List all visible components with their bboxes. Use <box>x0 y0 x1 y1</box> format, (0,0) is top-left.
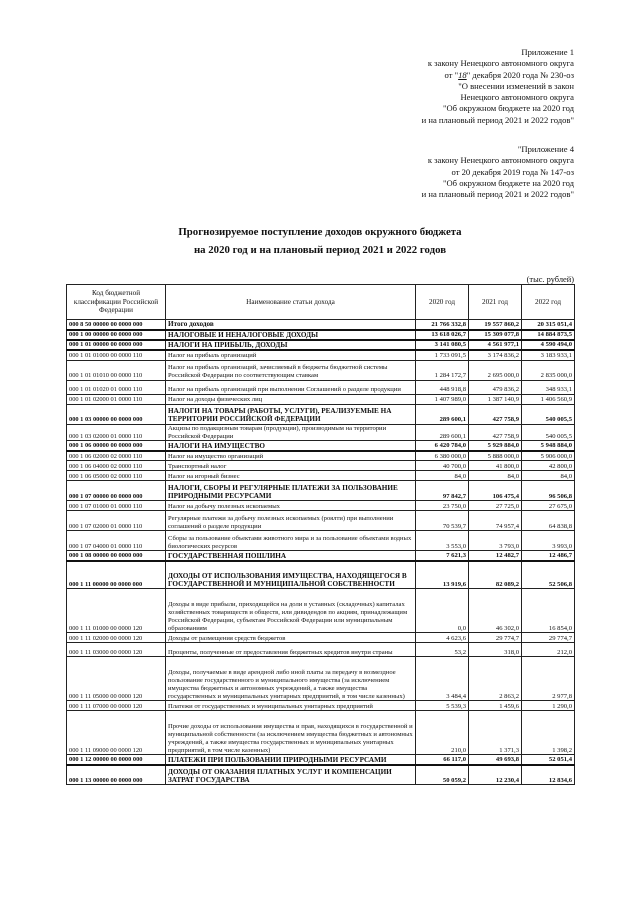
row-value-2022: 96 506,8 <box>522 481 575 501</box>
row-code: 000 1 11 09000 00 0000 120 <box>67 711 166 755</box>
table-row <box>67 461 575 471</box>
annex-1-line-2: к закону Ненецкого автономного округа <box>427 58 574 69</box>
row-value-2020: 70 539,7 <box>416 511 469 531</box>
row-code: 000 1 11 02000 00 0000 120 <box>67 633 166 643</box>
annex-1-line-7: и на плановый период 2021 и 2022 годов" <box>421 114 574 125</box>
row-code: 000 1 11 00000 00 0000 000 <box>67 561 166 589</box>
row-name: НАЛОГИ, СБОРЫ И РЕГУЛЯРНЫЕ ПЛАТЕЖИ ЗА ПОЛЬЗОВАНИЕ ПРИРОДНЫМИ РЕСУРСАМИ <box>166 481 416 501</box>
row-code: 000 8 50 00000 00 0000 000 <box>67 320 166 330</box>
row-name: НАЛОГИ НА ТОВАРЫ (РАБОТЫ, УСЛУГИ), РЕАЛИЗУЕМЫЕ НА ТЕРРИТОРИИ РОССИЙСКОЙ ФЕДЕРАЦИИ <box>166 404 416 424</box>
row-value-2020: 3 553,0 <box>416 531 469 551</box>
row-value-2022: 2 977,8 <box>522 657 575 701</box>
revenue-table <box>66 284 575 785</box>
annex-1-line-6: "Об окружном бюджете на 2020 год <box>442 103 574 114</box>
annex-1-header <box>422 47 574 126</box>
row-code: 000 1 03 00000 00 0000 000 <box>67 404 166 424</box>
row-name: Налог на прибыль организаций <box>166 350 416 360</box>
row-value-2020: 13 919,6 <box>416 561 469 589</box>
row-code: 000 1 03 02000 01 0000 110 <box>67 424 166 441</box>
row-value-2022: 1 290,0 <box>522 701 575 711</box>
annex-4-header <box>422 144 574 200</box>
row-value-2021: 19 557 860,2 <box>469 320 522 330</box>
row-code: 000 1 08 00000 00 0000 000 <box>67 551 166 561</box>
row-code: 000 1 07 01000 01 0000 110 <box>67 501 166 511</box>
annex-1-day: 18 <box>458 69 467 80</box>
row-value-2021: 318,0 <box>469 643 522 657</box>
row-name: ДОХОДЫ ОТ ОКАЗАНИЯ ПЛАТНЫХ УСЛУГ И КОМПЕНСАЦИИ ЗАТРАТ ГОСУДАРСТВА <box>166 765 416 785</box>
table-row <box>67 561 575 589</box>
row-code: 000 1 11 05000 00 0000 120 <box>67 657 166 701</box>
row-name: Налог на добычу полезных ископаемых <box>166 501 416 511</box>
row-value-2020: 6 380 000,0 <box>416 451 469 461</box>
row-name: Прочие доходы от использования имущества и прав, находящихся в государственной и муниципальной собственности (за исключением имущества бюджетных и автономных учреждений, а также имущества государственных и муниципальных унитарных предприятий, в том числе казенных) <box>166 711 416 755</box>
row-value-2020: 3 484,4 <box>416 657 469 701</box>
table-row <box>67 551 575 561</box>
row-value-2022: 540 005,5 <box>522 424 575 441</box>
row-code: 000 1 11 01000 00 0000 120 <box>67 589 166 633</box>
row-value-2021: 12 482,7 <box>469 551 522 561</box>
row-code: 000 1 06 04000 02 0000 110 <box>67 461 166 471</box>
table-row <box>67 511 575 531</box>
row-name: Сборы за пользование объектами животного мира и за пользование объектами водных биологических ресурсов <box>166 531 416 551</box>
row-value-2022: 3 183 933,1 <box>522 350 575 360</box>
row-value-2022: 5 906 000,0 <box>522 451 575 461</box>
row-value-2022: 84,0 <box>522 471 575 481</box>
row-value-2021: 427 758,9 <box>469 424 522 441</box>
row-value-2020: 210,0 <box>416 711 469 755</box>
row-name: Платежи от государственных и муниципальных унитарных предприятий <box>166 701 416 711</box>
table-row <box>67 589 575 633</box>
row-value-2022: 1 406 560,9 <box>522 394 575 404</box>
row-value-2022: 540 005,5 <box>522 404 575 424</box>
row-value-2021: 15 309 077,8 <box>469 330 522 340</box>
row-value-2020: 0,0 <box>416 589 469 633</box>
table-row <box>67 394 575 404</box>
row-code: 000 1 06 02000 02 0000 110 <box>67 451 166 461</box>
header-2022: 2022 год <box>522 285 575 320</box>
row-code: 000 1 12 00000 00 0000 000 <box>67 755 166 765</box>
row-name: Налог на прибыль организаций при выполнении Соглашений о разделе продукции <box>166 380 416 394</box>
row-value-2020: 448 918,8 <box>416 380 469 394</box>
row-value-2021: 3 174 836,2 <box>469 350 522 360</box>
document-title-line-2: на 2020 год и на плановый период 2021 и 2022 годов <box>193 244 447 256</box>
row-code: 000 1 01 01020 01 0000 110 <box>67 380 166 394</box>
header-name: Наименование статьи дохода <box>166 285 416 320</box>
header-code: Код бюджетной классификации Российской Федерации <box>67 285 166 320</box>
row-value-2021: 1 459,6 <box>469 701 522 711</box>
row-value-2021: 49 693,8 <box>469 755 522 765</box>
table-row <box>67 404 575 424</box>
row-value-2021: 27 725,0 <box>469 501 522 511</box>
row-name: Проценты, полученные от предоставления бюджетных кредитов внутри страны <box>166 643 416 657</box>
table-row <box>67 633 575 643</box>
table-row <box>67 643 575 657</box>
row-value-2022: 42 800,0 <box>522 461 575 471</box>
row-value-2020: 5 539,3 <box>416 701 469 711</box>
document-title-line-1: Прогнозируемое поступление доходов окружного бюджета <box>178 226 462 238</box>
row-name: ГОСУДАРСТВЕННАЯ ПОШЛИНА <box>166 551 416 561</box>
table-row <box>67 451 575 461</box>
row-value-2022: 14 884 873,5 <box>522 330 575 340</box>
row-value-2021: 2 863,2 <box>469 657 522 701</box>
table-row <box>67 330 575 340</box>
row-value-2022: 29 774,7 <box>522 633 575 643</box>
row-code: 000 1 07 02000 01 0000 110 <box>67 511 166 531</box>
row-value-2022: 52 051,4 <box>522 755 575 765</box>
row-value-2020: 23 750,0 <box>416 501 469 511</box>
row-value-2022: 3 993,0 <box>522 531 575 551</box>
table-row <box>67 711 575 755</box>
table-row <box>67 755 575 765</box>
table-row <box>67 320 575 330</box>
row-value-2020: 84,0 <box>416 471 469 481</box>
row-name: Налог на прибыль организаций, зачисляемый в бюджеты бюджетной системы Российской Федерации по соответствующим ставкам <box>166 360 416 380</box>
annex-4-line-2: к закону Ненецкого автономного округа <box>427 155 574 166</box>
row-value-2022: 2 835 000,0 <box>522 360 575 380</box>
table-row <box>67 657 575 701</box>
row-name: Регулярные платежи за добычу полезных ископаемых (роялти) при выполнении соглашений о разделе продукции <box>166 511 416 531</box>
row-value-2020: 1 733 091,5 <box>416 350 469 360</box>
row-code: 000 1 01 00000 00 0000 000 <box>67 340 166 350</box>
row-value-2021: 479 836,2 <box>469 380 522 394</box>
row-value-2021: 3 793,0 <box>469 531 522 551</box>
row-name: НАЛОГОВЫЕ И НЕНАЛОГОВЫЕ ДОХОДЫ <box>166 330 416 340</box>
row-name: НАЛОГИ НА ИМУЩЕСТВО <box>166 441 416 451</box>
annex-1-line-3: от "18" декабря 2020 года № 230-оз <box>444 69 574 80</box>
row-name: Транспортный налог <box>166 461 416 471</box>
row-value-2022: 1 398,2 <box>522 711 575 755</box>
row-value-2021: 5 888 000,0 <box>469 451 522 461</box>
table-row <box>67 340 575 350</box>
row-name: Налог на имущество организаций <box>166 451 416 461</box>
row-code: 000 1 11 07000 00 0000 120 <box>67 701 166 711</box>
row-value-2022: 12 834,6 <box>522 765 575 785</box>
row-code: 000 1 01 02000 01 0000 110 <box>67 394 166 404</box>
row-name: Акцизы по подакцизным товарам (продукции), производимым на территории Российской Федерации <box>166 424 416 441</box>
table-row <box>67 424 575 441</box>
row-code: 000 1 06 00000 00 0000 000 <box>67 441 166 451</box>
row-value-2021: 74 957,4 <box>469 511 522 531</box>
row-value-2022: 20 315 051,4 <box>522 320 575 330</box>
row-value-2020: 6 420 784,0 <box>416 441 469 451</box>
row-value-2020: 50 059,2 <box>416 765 469 785</box>
row-value-2021: 1 387 140,9 <box>469 394 522 404</box>
row-value-2022: 27 675,0 <box>522 501 575 511</box>
row-value-2022: 16 854,0 <box>522 589 575 633</box>
row-value-2021: 12 230,4 <box>469 765 522 785</box>
row-value-2022: 348 933,1 <box>522 380 575 394</box>
table-row <box>67 360 575 380</box>
row-value-2020: 3 141 080,5 <box>416 340 469 350</box>
row-name: НАЛОГИ НА ПРИБЫЛЬ, ДОХОДЫ <box>166 340 416 350</box>
row-value-2022: 52 506,8 <box>522 561 575 589</box>
row-value-2022: 4 590 494,0 <box>522 340 575 350</box>
table-row <box>67 701 575 711</box>
row-code: 000 1 13 00000 00 0000 000 <box>67 765 166 785</box>
table-row <box>67 471 575 481</box>
row-name: ДОХОДЫ ОТ ИСПОЛЬЗОВАНИЯ ИМУЩЕСТВА, НАХОДЯЩЕГОСЯ В ГОСУДАРСТВЕННОЙ И МУНИЦИПАЛЬНОЙ СОБСТВЕННОСТИ <box>166 561 416 589</box>
annex-4-line-1: "Приложение 4 <box>517 144 574 154</box>
row-value-2021: 5 929 884,0 <box>469 441 522 451</box>
annex-4-line-3: от 20 декабря 2019 года № 147-оз <box>451 166 574 177</box>
row-value-2021: 29 774,7 <box>469 633 522 643</box>
row-value-2021: 2 695 000,0 <box>469 360 522 380</box>
row-name: Доходы от размещения средств бюджетов <box>166 633 416 643</box>
row-code: 000 1 01 01010 00 0000 110 <box>67 360 166 380</box>
table-row <box>67 441 575 451</box>
row-value-2021: 84,0 <box>469 471 522 481</box>
table-header-row <box>67 285 575 320</box>
row-code: 000 1 11 03000 00 0000 120 <box>67 643 166 657</box>
table-row <box>67 380 575 394</box>
row-name: Налог на игорный бизнес <box>166 471 416 481</box>
row-value-2022: 12 486,7 <box>522 551 575 561</box>
header-2021: 2021 год <box>469 285 522 320</box>
row-value-2020: 13 618 026,7 <box>416 330 469 340</box>
row-value-2020: 1 284 172,7 <box>416 360 469 380</box>
row-value-2021: 106 475,4 <box>469 481 522 501</box>
row-value-2022: 5 948 884,0 <box>522 441 575 451</box>
row-value-2020: 21 766 332,8 <box>416 320 469 330</box>
row-value-2020: 53,2 <box>416 643 469 657</box>
header-2020: 2020 год <box>416 285 469 320</box>
annex-1-line-1: Приложение 1 <box>521 47 574 57</box>
row-value-2020: 1 407 989,0 <box>416 394 469 404</box>
row-value-2020: 40 700,0 <box>416 461 469 471</box>
table-row <box>67 501 575 511</box>
row-name: Доходы в виде прибыли, приходящейся на доли в уставных (складочных) капиталах хозяйственных товариществ и обществ, или дивидендов по акциям, принадлежащим Российской Федерации, субъектам Российской Федерации или муниципальным образованиям <box>166 589 416 633</box>
row-code: 000 1 00 00000 00 0000 000 <box>67 330 166 340</box>
row-value-2020: 7 621,3 <box>416 551 469 561</box>
row-code: 000 1 01 01000 00 0000 110 <box>67 350 166 360</box>
row-name: Налог на доходы физических лиц <box>166 394 416 404</box>
row-value-2020: 66 117,0 <box>416 755 469 765</box>
annex-4-line-4: "Об окружном бюджете на 2020 год <box>442 177 574 188</box>
row-value-2022: 64 838,8 <box>522 511 575 531</box>
row-code: 000 1 06 05000 02 0000 110 <box>67 471 166 481</box>
row-name: ПЛАТЕЖИ ПРИ ПОЛЬЗОВАНИИ ПРИРОДНЫМИ РЕСУРСАМИ <box>166 755 416 765</box>
row-value-2021: 46 302,0 <box>469 589 522 633</box>
units-label: (тыс. рублей) <box>526 275 574 284</box>
row-name: Доходы, получаемые в виде арендной либо иной платы за передачу в возмездное пользование государственного и муниципального имущества (за исключением имущества бюджетных и автономных учреждений, а также имущества государственных и муниципальных унитарных предприятий, в том числе казенных) <box>166 657 416 701</box>
row-code: 000 1 07 04000 01 0000 110 <box>67 531 166 551</box>
row-value-2020: 4 623,6 <box>416 633 469 643</box>
table-row <box>67 350 575 360</box>
row-value-2020: 289 600,1 <box>416 404 469 424</box>
row-value-2020: 289 600,1 <box>416 424 469 441</box>
annex-4-line-5: и на плановый период 2021 и 2022 годов" <box>421 189 574 200</box>
row-code: 000 1 07 00000 00 0000 000 <box>67 481 166 501</box>
annex-1-line-4: "О внесении изменений в закон <box>458 80 574 91</box>
annex-1-line-5: Ненецкого автономного округа <box>460 92 574 103</box>
table-row <box>67 765 575 785</box>
row-value-2021: 41 800,0 <box>469 461 522 471</box>
row-value-2021: 82 089,2 <box>469 561 522 589</box>
row-name: Итого доходов <box>166 320 416 330</box>
row-value-2021: 427 758,9 <box>469 404 522 424</box>
row-value-2021: 1 371,3 <box>469 711 522 755</box>
row-value-2020: 97 842,7 <box>416 481 469 501</box>
table-row <box>67 531 575 551</box>
row-value-2022: 212,0 <box>522 643 575 657</box>
table-row <box>67 481 575 501</box>
row-value-2021: 4 561 977,1 <box>469 340 522 350</box>
